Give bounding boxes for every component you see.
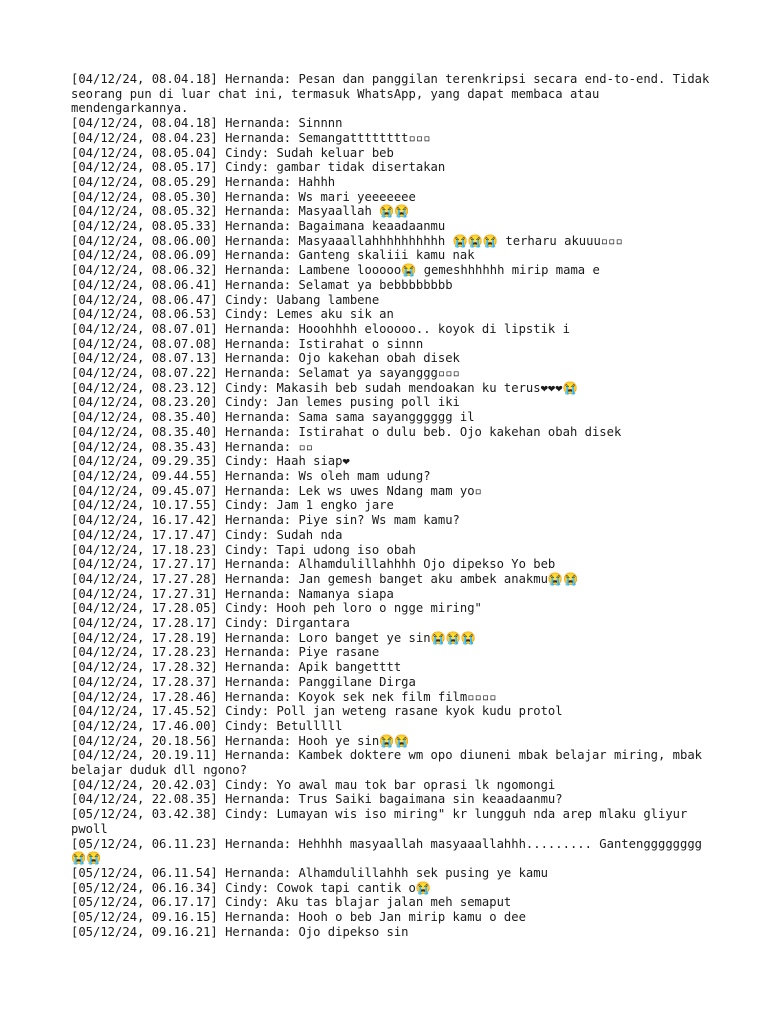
chat-message-line: [04/12/24, 17.28.19] Hernanda: Loro banget ye sin😭😭😭: [71, 630, 477, 645]
chat-message-line: [04/12/24, 17.28.46] Hernanda: Koyok sek nek film film▫▫▫▫: [71, 689, 497, 704]
chat-message-line: [04/12/24, 08.06.41] Hernanda: Selamat ya bebbbbbbbb: [71, 277, 453, 292]
chat-message-line: [04/12/24, 20.18.56] Hernanda: Hooh ye sin😭😭: [71, 733, 410, 748]
chat-message-line: [04/12/24, 09.29.35] Cindy: Haah siap❤: [71, 454, 350, 469]
chat-message-line: [05/12/24, 09.16.15] Hernanda: Hooh o beb Jan mirip kamu o dee: [71, 910, 526, 925]
chat-message-line: [04/12/24, 08.05.33] Hernanda: Bagaimana keaadaanmu: [71, 219, 446, 234]
chat-message-line: [04/12/24, 08.05.29] Hernanda: Hahhh: [71, 174, 336, 189]
chat-message-line: [05/12/24, 06.16.34] Cindy: Cowok tapi cantik o😭: [71, 880, 432, 895]
chat-message-line: [04/12/24, 08.35.40] Hernanda: Istirahat o dulu beb. Ojo kakehan obah disek: [71, 424, 622, 439]
chat-message-line: [04/12/24, 08.06.47] Cindy: Uabang lambene: [71, 292, 380, 307]
chat-message-line: [04/12/24, 17.28.37] Hernanda: Panggilane Dirga: [71, 674, 416, 689]
chat-message-line: [04/12/24, 08.04.18] Hernanda: Pesan dan panggilan terenkripsi secara end-to-end. Tidak seorang pun di luar chat ini, termasuk WhatsApp, yang dapat membaca atau mendengarkannya.: [71, 72, 717, 116]
chat-message-line: [04/12/24, 17.27.31] Hernanda: Namanya siapa: [71, 586, 394, 601]
chat-message-line: [04/12/24, 08.04.18] Hernanda: Sinnnn: [71, 116, 343, 131]
chat-message-line: [04/12/24, 08.04.23] Hernanda: Semangatttttttt▫▫▫: [71, 130, 431, 145]
chat-message-line: [04/12/24, 08.07.22] Hernanda: Selamat ya sayanggg▫▫▫: [71, 366, 460, 381]
chat-message-line: [04/12/24, 17.27.28] Hernanda: Jan gemesh banget aku ambek anakmu😭😭: [71, 571, 579, 586]
chat-message-line: [04/12/24, 17.45.52] Cindy: Poll jan weteng rasane kyok kudu protol: [71, 704, 563, 719]
chat-message-line: [04/12/24, 20.19.11] Hernanda: Kambek doktere wm opo diuneni mbak belajar miring, mbak belajar duduk dll ngono?: [71, 748, 710, 778]
chat-message-line: [04/12/24, 17.27.17] Hernanda: Alhamdulillahhhh Ojo dipekso Yo beb: [71, 557, 556, 572]
chat-message-line: [04/12/24, 08.05.17] Cindy: gambar tidak disertakan: [71, 160, 446, 175]
chat-message-line: [05/12/24, 09.16.21] Hernanda: Ojo dipekso sin: [71, 924, 409, 939]
chat-message-line: [04/12/24, 08.05.32] Hernanda: Masyaallah 😭😭: [71, 204, 410, 219]
chat-message-line: [04/12/24, 17.28.17] Cindy: Dirgantara: [71, 616, 350, 631]
chat-message-line: [04/12/24, 08.07.13] Hernanda: Ojo kakehan obah disek: [71, 351, 460, 366]
chat-message-line: [04/12/24, 09.45.07] Hernanda: Lek ws uwes Ndang mam yo▫: [71, 483, 482, 498]
chat-message-line: [05/12/24, 06.17.17] Cindy: Aku tas blajar jalan meh semaput: [71, 895, 512, 910]
chat-message-line: [04/12/24, 17.28.05] Cindy: Hooh peh loro o ngge miring": [71, 601, 482, 616]
chat-message-line: [04/12/24, 08.05.30] Hernanda: Ws mari yeeeeeee: [71, 189, 416, 204]
chat-message-line: [04/12/24, 10.17.55] Cindy: Jam 1 engko jare: [71, 498, 394, 513]
chat-message-line: [04/12/24, 08.35.40] Hernanda: Sama sama sayangggggg il: [71, 410, 475, 425]
chat-message-line: [04/12/24, 17.46.00] Cindy: Betulllll: [71, 718, 343, 733]
chat-message-line: [05/12/24, 06.11.54] Hernanda: Alhamdulillahhh sek pusing ye kamu: [71, 865, 548, 880]
chat-message-line: [04/12/24, 17.17.47] Cindy: Sudah nda: [71, 527, 343, 542]
chat-message-line: [04/12/24, 16.17.42] Hernanda: Piye sin? Ws mam kamu?: [71, 513, 460, 528]
chat-message-line: [04/12/24, 08.06.09] Hernanda: Ganteng skaliii kamu nak: [71, 248, 475, 263]
chat-message-line: [04/12/24, 08.06.32] Hernanda: Lambene looooo😭 gemeshhhhhh mirip mama e: [71, 263, 600, 278]
chat-message-line: [04/12/24, 17.18.23] Cindy: Tapi udong iso obah: [71, 542, 416, 557]
chat-message-line: [04/12/24, 08.06.00] Hernanda: Masyaaallahhhhhhhhhh 😭😭😭 terharu akuuu▫▫▫: [71, 233, 623, 248]
chat-message-line: [04/12/24, 22.08.35] Hernanda: Trus Saiki bagaimana sin keaadaanmu?: [71, 792, 563, 807]
chat-message-line: [04/12/24, 09.44.55] Hernanda: Ws oleh mam udung?: [71, 468, 431, 483]
chat-message-line: [04/12/24, 08.07.08] Hernanda: Istirahat o sinnn: [71, 336, 424, 351]
chat-message-line: [04/12/24, 08.05.04] Cindy: Sudah keluar beb: [71, 145, 394, 160]
chat-message-line: [04/12/24, 08.07.01] Hernanda: Hooohhhh elooooo.. koyok di lipstik i: [71, 321, 570, 336]
chat-message-line: [04/12/24, 08.23.12] Cindy: Makasih beb sudah mendoakan ku terus❤❤❤😭: [71, 380, 578, 395]
chat-message-line: [04/12/24, 08.35.43] Hernanda: ▫▫: [71, 439, 314, 454]
chat-message-line: [05/12/24, 03.42.38] Cindy: Lumayan wis iso miring" kr lungguh nda arep mlaku gliyur pwoll: [71, 807, 695, 836]
chat-message-line: [05/12/24, 06.11.23] Hernanda: Hehhhh masyaallah masyaaallahhh......... Gantengggggggg 😭😭: [71, 836, 710, 866]
chat-message-line: [04/12/24, 17.28.23] Hernanda: Piye rasane: [71, 645, 380, 660]
chat-transcript: [71, 72, 717, 939]
chat-message-line: [04/12/24, 08.06.53] Cindy: Lemes aku sik an: [71, 307, 394, 322]
chat-message-line: [04/12/24, 08.23.20] Cindy: Jan lemes pusing poll iki: [71, 395, 460, 410]
chat-message-line: [04/12/24, 17.28.32] Hernanda: Apik bangetttt: [71, 660, 402, 675]
chat-message-line: [04/12/24, 20.42.03] Cindy: Yo awal mau tok bar oprasi lk ngomongi: [71, 777, 556, 792]
